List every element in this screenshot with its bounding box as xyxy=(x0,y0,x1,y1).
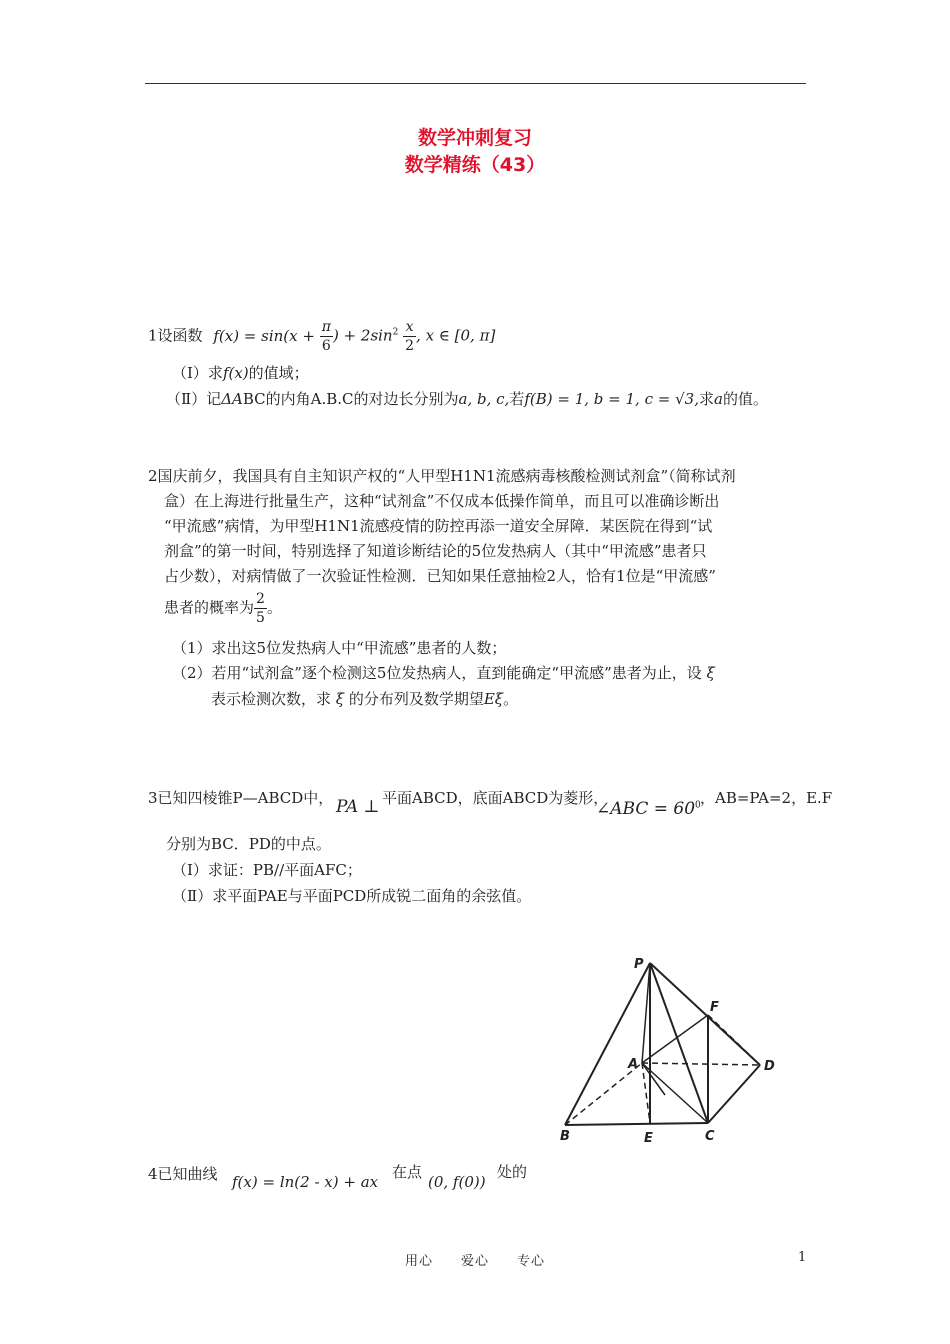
edge-pd xyxy=(650,963,760,1065)
label-p: P xyxy=(634,957,644,972)
q4-curve: f(x) = ln(2 - x) + ax xyxy=(232,1173,379,1191)
q3-lead: 3已知四棱锥P—ABCD中， xyxy=(148,789,334,807)
q2-line5: 占少数），对病情做了一次验证性检测．已知如果任意抽检2人，恰有1位是“甲流感” xyxy=(164,567,716,585)
edge-ad xyxy=(642,1063,760,1065)
edge-pc xyxy=(650,963,708,1123)
q4-lead: 4已知曲线 xyxy=(148,1165,218,1183)
q3-angle: ∠ABC = $60^0$ xyxy=(596,799,701,819)
q3-part2: （Ⅱ）求平面PAE与平面PCD所成锐二面角的余弦值。 xyxy=(172,887,532,905)
x-over-2: $\frac{x}{2}$ xyxy=(405,319,415,354)
q3-tail: ，AB=PA=2，E.F xyxy=(700,789,833,807)
q2-part1: （1）求出这5位发热病人中“甲流感”患者的人数； xyxy=(172,639,507,657)
edge-cd xyxy=(708,1065,760,1123)
doc-title: 数学冲刺复习 xyxy=(417,127,532,149)
q2-line1: 2国庆前夕，我国具有自主知识产权的“人甲型H1N1流感病毒核酸检测试剂盒”（简称试剂 xyxy=(148,467,736,485)
label-c: C xyxy=(705,1129,715,1144)
label-f: F xyxy=(710,1000,719,1015)
header-rule xyxy=(145,83,806,84)
page-number: 1 xyxy=(798,1250,807,1265)
q2-part2: （2）若用“试剂盒”逐个检测这5位发热病人，直到能确定“甲流感”患者为止，设 ξ xyxy=(172,664,715,682)
q4-at: 在点 xyxy=(392,1163,423,1181)
page-footer: 用心 爱心 专心 xyxy=(404,1254,545,1269)
q2-line3: “甲流感”病情，为甲型H1N1流感疫情的防控再添一道安全屏障．某医院在得到“试 xyxy=(164,517,713,535)
edge-bc xyxy=(565,1123,708,1125)
q3-line2: 分别为BC．PD的中点。 xyxy=(166,835,331,853)
q2-line2: 盒）在上海进行批量生产，这种“试剂盒”不仅成本低操作简单，而且可以准确诊断出 xyxy=(164,492,720,510)
pi-over-6: $\frac{\pi}{6}$ xyxy=(321,319,331,354)
edge-ba xyxy=(565,1063,642,1125)
q3-pa-perp: PA ⊥ xyxy=(336,797,380,817)
q4-point: (0, f(0)) xyxy=(428,1173,486,1191)
q2-part2-cont: 表示检测次数，求 ξ 的分布列及数学期望Eξ。 xyxy=(211,690,519,708)
label-d: D xyxy=(764,1059,775,1074)
q3-mid: 平面ABCD，底面ABCD为菱形， xyxy=(382,789,609,807)
q2-line6: 患者的概率为 $\frac{2}{5}$ 。 xyxy=(164,591,282,626)
q4-end: 处的 xyxy=(497,1163,528,1181)
label-a: A xyxy=(628,1057,639,1072)
q2-line4: 剂盒”的第一时间，特别选择了知道诊断结论的5位发热病人（其中“甲流感”患者只 xyxy=(164,542,707,560)
pyramid-figure xyxy=(555,945,795,1150)
q1-part1: （Ⅰ）求f(x)的值域； xyxy=(172,364,309,382)
segment-af xyxy=(642,1015,708,1063)
label-b: B xyxy=(560,1129,570,1144)
edge-pb xyxy=(565,963,650,1125)
q1-statement: 1设函数 f(x) = sin(x + $\frac{\pi}{6}$ ) + $2\sin^2$ $\frac{x}{2}$ , x ∈ [0, π] xyxy=(148,319,496,354)
q1-part2: （Ⅱ）记ΔABC的内角A.B.C的对边长分别为a, b, c,若f(B) = 1, b = 1, c = √3,求a的值。 xyxy=(166,390,768,408)
label-e: E xyxy=(644,1131,653,1146)
q3-part1: （Ⅰ）求证：PB//平面AFC； xyxy=(172,861,362,879)
fraction-2-5: $\frac{2}{5}$ xyxy=(256,591,265,626)
doc-subtitle: 数学精练（43） xyxy=(404,154,546,176)
